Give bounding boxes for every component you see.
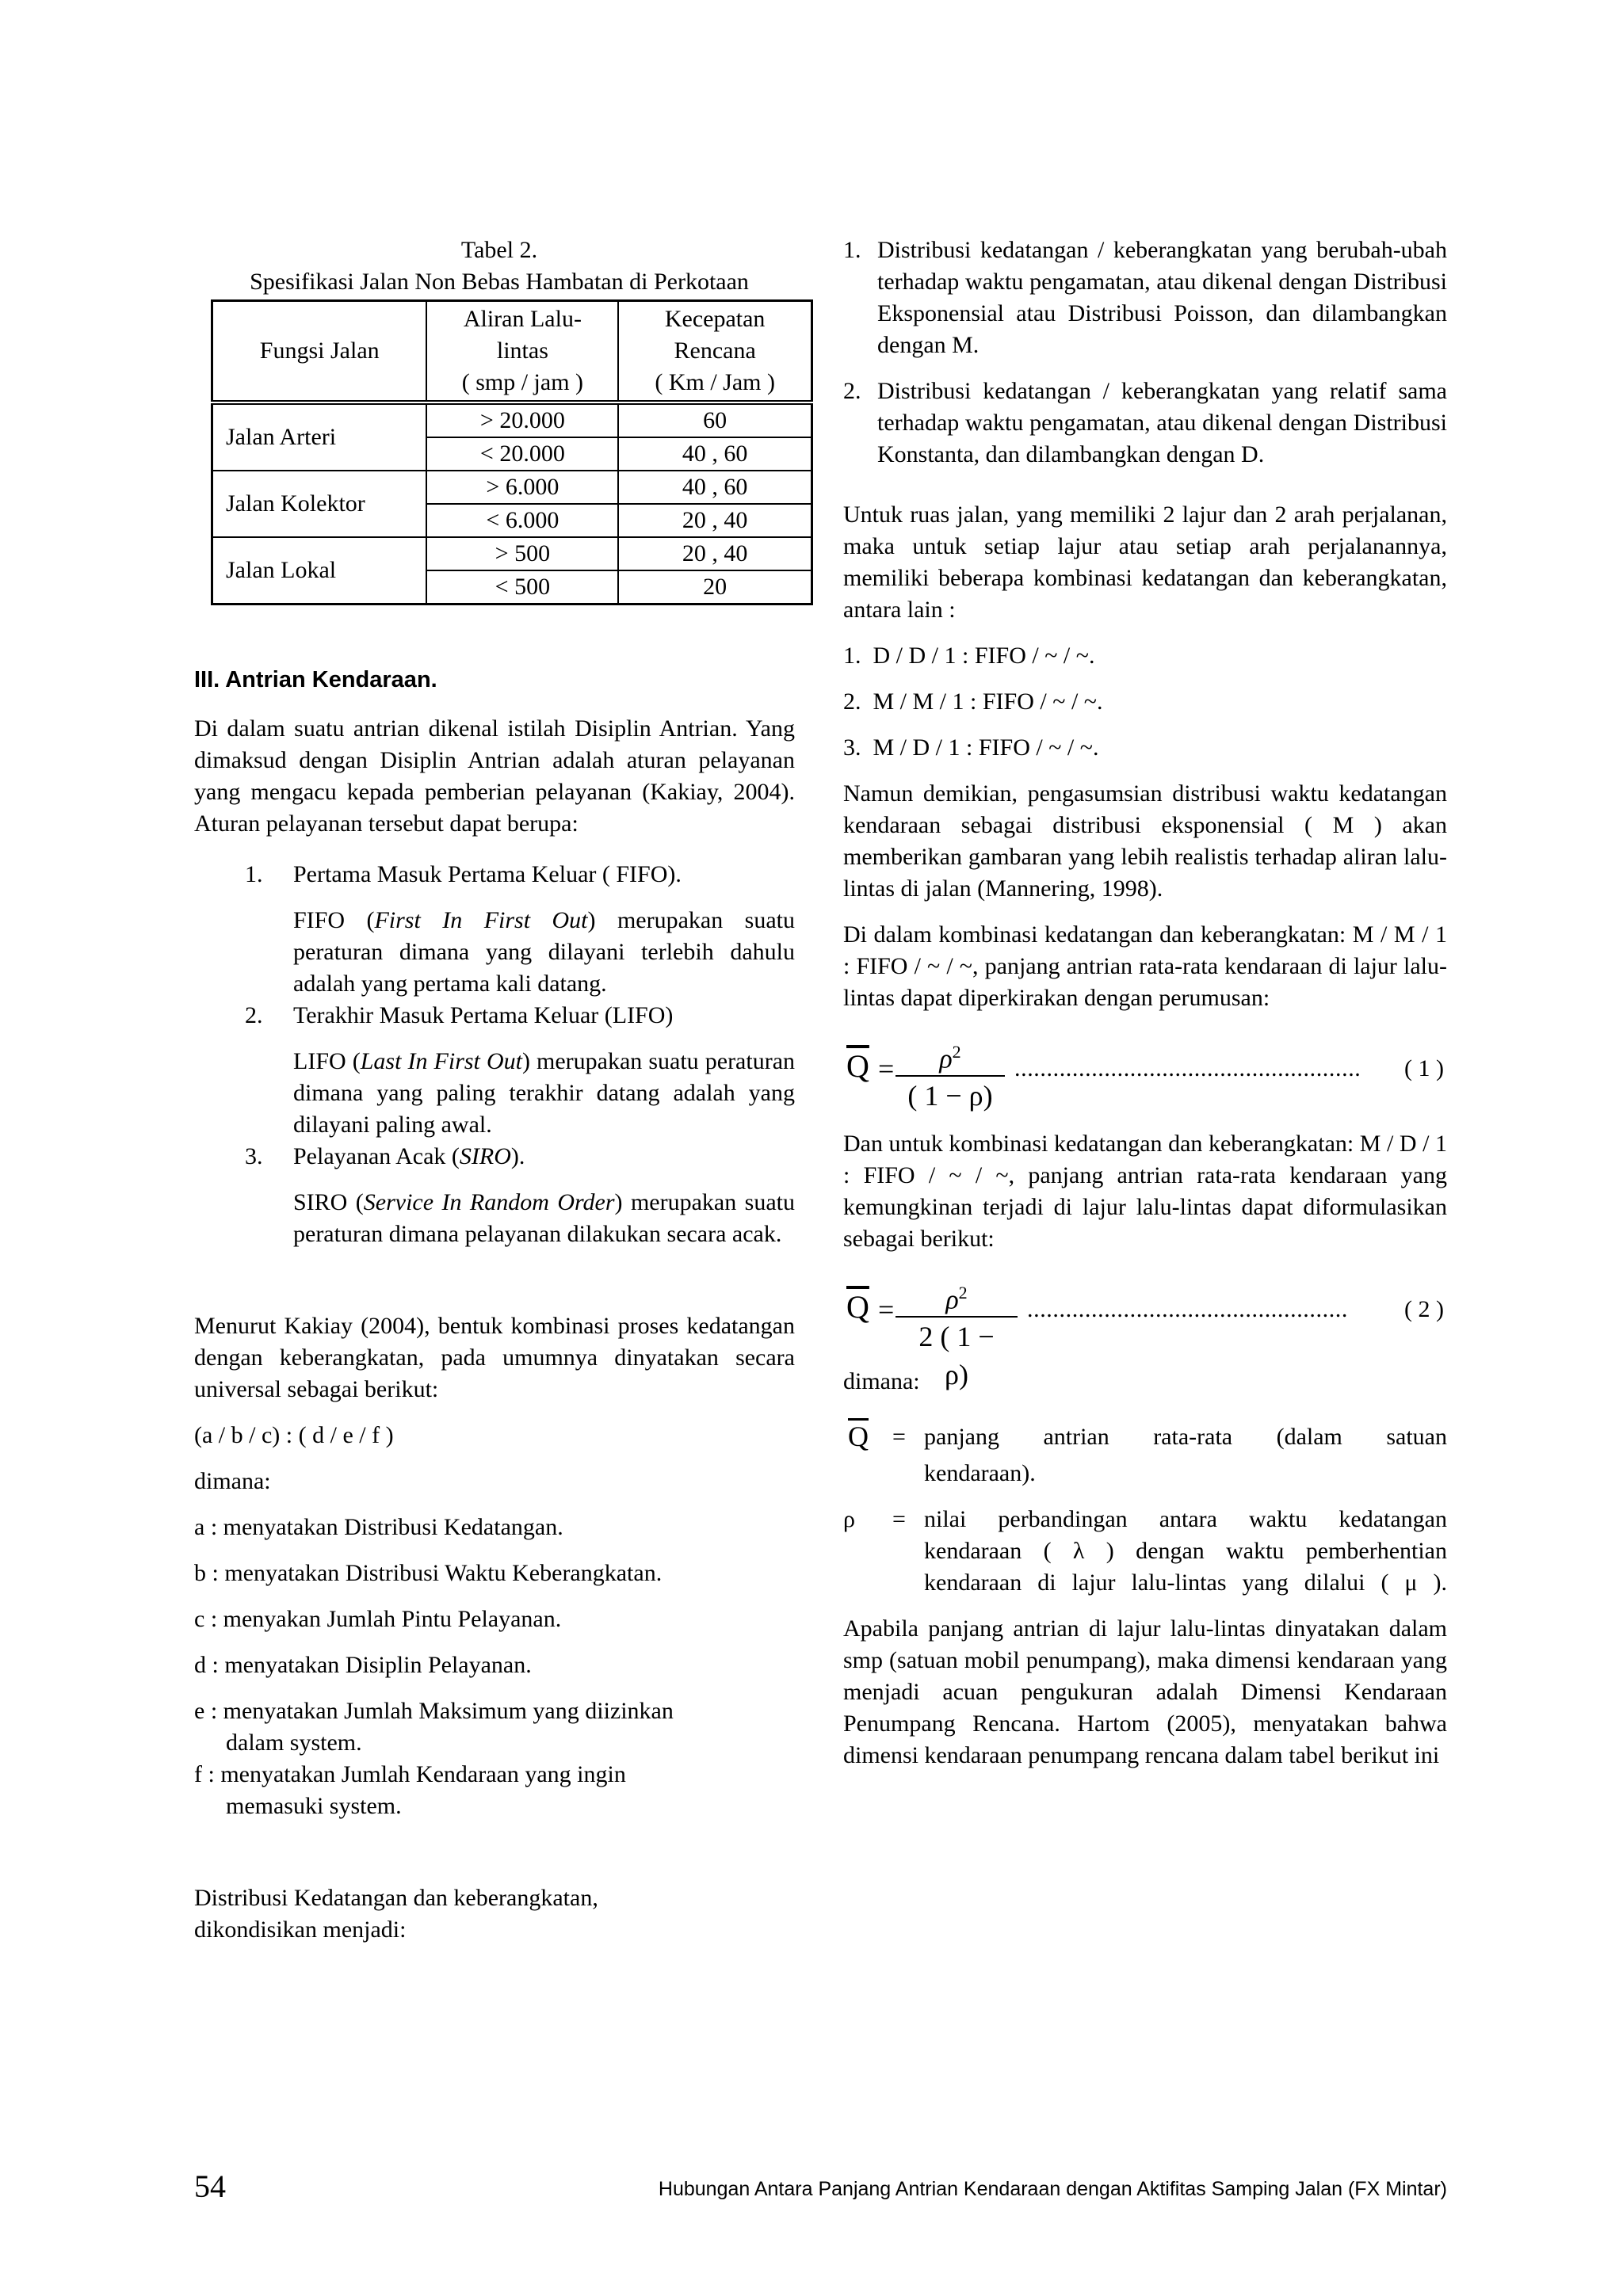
eq2-numerator	[896, 1277, 1018, 1316]
cell-kecepatan: 20 , 40	[618, 504, 812, 537]
list-item-text: Distribusi kedatangan / keberangkatan yang berubah-ubah terhadap waktu pengamatan, atau dikenal dengan Distribusi Eksponensial atau Distribusi Poisson, dan dilambangkan dengan M.	[877, 237, 1447, 358]
cell-aliran: < 20.000	[426, 437, 618, 471]
def-key: c :	[194, 1606, 218, 1632]
kakiay-paragraph: Menurut Kakiay (2004), bentuk kombinasi proses kedatangan dengan keberangkatan, pada umumnya dinyatakan secara universal sebagai berikut:	[194, 1313, 795, 1402]
ruas-paragraph: Untuk ruas jalan, yang memiliki 2 lajur dan 2 arah perjalanan, maka untuk setiap lajur atau setiap arah perjalanannya, memiliki beberapa kombinasi kedatangan dan keberangkatan, antara lain :	[843, 502, 1447, 623]
header-fungsi: Fungsi Jalan	[212, 301, 427, 403]
combo-item: 1. D / D / 1 : FIFO / ~ / ~.	[843, 643, 1095, 669]
list-item-desc	[293, 1187, 795, 1250]
cell-aliran: > 6.000	[426, 471, 618, 504]
distribution-intro-l2: dikondisikan menjadi:	[194, 1917, 407, 1943]
def-rho-text-l1: nilai perbandingan antara waktu kedatangan	[924, 1506, 1447, 1532]
def-q-equals: =	[892, 1424, 906, 1450]
list-item-number: 1.	[245, 861, 263, 887]
cell-kecepatan: 40 , 60	[618, 437, 812, 471]
mm1-paragraph: Di dalam kombinasi kedatangan dan keberangkatan: M / M / 1 : FIFO / ~ / ~, panjang antrian rata-rata kendaraan di lajur lalu-lintas dapat diperkirakan dengan perumusan:	[843, 921, 1447, 1011]
eq2-denominator: 2 ( 1 − ρ)	[896, 1316, 1018, 1394]
eq1-fraction	[896, 1036, 1005, 1115]
definition-item	[194, 1650, 795, 1681]
eq2-dots: ..................................................	[1027, 1296, 1348, 1322]
title-italic: SIRO	[459, 1143, 511, 1169]
queue-notation: (a / b / c) : ( d / e / f )	[194, 1422, 394, 1448]
title-pre: Pelayanan Acak (	[293, 1143, 460, 1169]
header-kecepatan-l3: ( Km / Jam )	[655, 369, 775, 395]
def-rho-text-l3: kendaraan di lajur lalu-lintas yang dilalui ( μ ).	[924, 1569, 1447, 1596]
list-item	[843, 376, 1447, 471]
list-item-desc	[293, 1046, 795, 1141]
def-q-text-l2: kendaraan).	[924, 1460, 1036, 1486]
list-item-number: 2.	[245, 1002, 263, 1028]
namun-paragraph: Namun demikian, pengasumsian distribusi waktu kedatangan kendaraan sebagai distribusi eksponensial ( M ) akan memberikan gambaran yang lebih realistis terhadap aliran lalu-lintas di jalan (Mannering, 1998).	[843, 780, 1447, 902]
eq2-rho: ρ	[945, 1285, 959, 1315]
title-post: ).	[510, 1143, 525, 1169]
list-item	[194, 1141, 795, 1250]
list-item-number: 3.	[245, 1143, 263, 1169]
table-caption-title: Spesifikasi Jalan Non Bebas Hambatan di Perkotaan	[250, 269, 749, 295]
eq2-fraction	[896, 1277, 1018, 1394]
desc-text: ) merupakan suatu peraturan dimana yang dilayani terlebih dahulu adalah yang pertama kali datang.	[293, 907, 795, 997]
list-item-title: Terakhir Masuk Pertama Keluar (LIFO)	[293, 1002, 674, 1028]
header-kecepatan-l2: Rencana	[674, 338, 756, 364]
left-column	[194, 664, 795, 1946]
eq2-equals: =	[878, 1294, 895, 1325]
def-key: e :	[194, 1698, 218, 1724]
cell-kecepatan: 40 , 60	[618, 471, 812, 504]
eq1-rho: ρ	[939, 1044, 953, 1074]
header-aliran-l3: ( smp / jam )	[461, 369, 584, 395]
eq2-sup: 2	[958, 1283, 968, 1302]
distribution-intro	[194, 1882, 795, 1946]
header-aliran-l1: Aliran Lalu-	[463, 306, 582, 332]
def-q-symbol: $\overline{Q}$	[848, 1421, 869, 1452]
list-item	[194, 1000, 795, 1141]
table-row	[212, 402, 812, 437]
eq2-lhs: $\overline{Q}$	[846, 1289, 869, 1325]
def-text: menyatakan Distribusi Kedatangan.	[223, 1514, 563, 1540]
table-caption-number: Tabel 2.	[460, 237, 538, 263]
list-item	[194, 859, 795, 1000]
apabila-paragraph: Apabila panjang antrian di lajur lalu-lintas dinyatakan dalam smp (satuan mobil penumpang), maka dimensi kendaraan yang menjadi acuan pengukuran adalah Dimensi Kendaraan Penumpang Rencana. Hartom (2005), menyatakan bahwa dimensi kendaraan penumpang rencana dalam tabel berikut ini	[843, 1615, 1447, 1768]
def-key: f :	[194, 1761, 215, 1787]
desc-text: ) merupakan suatu peraturan dimana pelayanan dilakukan secara acak.	[293, 1189, 795, 1247]
intro-paragraph: Di dalam suatu antrian dikenal istilah Disiplin Antrian. Yang dimaksud dengan Disiplin Antrian adalah aturan pelayanan yang mengacu kepada pemberian pelayanan (Kakiay, 2004). Aturan pelayanan tersebut dapat berupa:	[194, 715, 795, 837]
list-item-desc	[293, 905, 795, 1000]
definition-item	[194, 1558, 795, 1589]
abbr: SIRO (	[293, 1189, 364, 1215]
list-item-number: 1.	[843, 237, 861, 263]
abbr-expansion: Last In First Out	[360, 1048, 522, 1074]
definition-item	[194, 1759, 795, 1791]
cell-fungsi: Jalan Arteri	[212, 402, 427, 471]
page-number: 54	[194, 2168, 226, 2204]
cell-aliran: < 6.000	[426, 504, 618, 537]
cell-kecepatan: 20	[618, 570, 812, 605]
list-item-number: 2.	[843, 378, 861, 404]
def-key: b :	[194, 1560, 219, 1586]
header-kecepatan	[618, 301, 812, 403]
definition-item	[194, 1512, 795, 1543]
abbr: LIFO (	[293, 1048, 361, 1074]
def-key: a :	[194, 1514, 218, 1540]
abbr-expansion: First In First Out	[374, 907, 588, 933]
cell-kecepatan: 60	[618, 402, 812, 437]
eq2-tag: ( 2 )	[1404, 1296, 1444, 1322]
eq1-numerator	[896, 1036, 1005, 1075]
eq1-denominator: ( 1 − ρ)	[896, 1075, 1005, 1115]
abbr-expansion: Service In Random Order	[363, 1189, 615, 1215]
definition-item-cont: memasuki system.	[226, 1793, 402, 1819]
spec-table	[211, 299, 813, 605]
table-row	[212, 537, 812, 570]
eq1-tag: ( 1 )	[1404, 1055, 1444, 1081]
def-q-text-l1: panjang antrian rata-rata (dalam satuan	[924, 1424, 1447, 1450]
combo-item: 3. M / D / 1 : FIFO / ~ / ~.	[843, 734, 1099, 761]
def-text: menyakan Jumlah Pintu Pelayanan.	[223, 1606, 562, 1632]
eq1-dots: ......................................................	[1014, 1055, 1361, 1081]
def-text: menyatakan Jumlah Maksimum yang diizinkan	[223, 1698, 674, 1724]
cell-fungsi: Jalan Kolektor	[212, 471, 427, 537]
table-header-row	[212, 301, 812, 403]
header-kecepatan-l1: Kecepatan	[664, 306, 766, 332]
md1-paragraph: Dan untuk kombinasi kedatangan dan keberangkatan: M / D / 1 : FIFO / ~ / ~, panjang antrian rata-rata kendaraan yang kemungkinan terjadi di lajur lalu-lintas dapat diformulasikan sebagai berikut:	[843, 1131, 1447, 1252]
definition-rho	[843, 1504, 1447, 1599]
cell-fungsi: Jalan Lokal	[212, 537, 427, 605]
dimana-label: dimana:	[843, 1368, 920, 1394]
def-rho-equals: =	[892, 1506, 906, 1532]
cell-aliran: > 20.000	[426, 402, 618, 437]
dimana-label: dimana:	[194, 1468, 271, 1494]
cell-aliran: < 500	[426, 570, 618, 605]
equation-1	[843, 1036, 1447, 1119]
definition-list	[194, 1512, 795, 1822]
def-text: menyatakan Disiplin Pelayanan.	[224, 1652, 532, 1678]
def-rho-symbol: ρ	[843, 1506, 855, 1532]
eq1-equals: =	[878, 1053, 895, 1085]
running-footer: Hubungan Antara Panjang Antrian Kendaraan dengan Aktifitas Samping Jalan (FX Mintar)	[658, 2178, 1447, 2200]
list-item-text: Distribusi kedatangan / keberangkatan yang relatif sama terhadap waktu pengamatan, atau dikenal dengan Distribusi Konstanta, dan dilambangkan dengan D.	[877, 378, 1447, 467]
combo-item: 2. M / M / 1 : FIFO / ~ / ~.	[843, 688, 1103, 715]
definition-item-cont: dalam system.	[226, 1730, 362, 1756]
def-rho-text-l2: kendaraan ( λ ) dengan waktu pemberhentian	[924, 1538, 1447, 1564]
discipline-list	[194, 859, 795, 1250]
desc-text: ) merupakan suatu peraturan dimana yang paling terakhir datang adalah yang dilayani paling awal.	[293, 1048, 796, 1138]
list-item-title	[293, 1141, 795, 1173]
cell-aliran: > 500	[426, 537, 618, 570]
section-heading: III. Antrian Kendaraan.	[194, 667, 437, 692]
definition-item	[194, 1604, 795, 1635]
table-row	[212, 471, 812, 504]
right-column	[843, 235, 1447, 1772]
distribution-intro-l1: Distribusi Kedatangan dan keberangkatan,	[194, 1885, 598, 1911]
list-item-title: Pertama Masuk Pertama Keluar ( FIFO).	[293, 861, 682, 887]
abbr: FIFO (	[293, 907, 375, 933]
header-aliran-l2: lintas	[496, 338, 548, 364]
definition-item	[194, 1695, 795, 1727]
table-caption	[210, 235, 789, 298]
definition-q	[843, 1421, 1447, 1489]
distribution-list	[843, 235, 1447, 471]
header-aliran	[426, 301, 618, 403]
eq1-lhs: $\overline{Q}$	[846, 1048, 869, 1084]
def-key: d :	[194, 1652, 219, 1678]
cell-kecepatan: 20 , 40	[618, 537, 812, 570]
def-text: menyatakan Distribusi Waktu Keberangkatan.	[224, 1560, 663, 1586]
def-text: menyatakan Jumlah Kendaraan yang ingin	[220, 1761, 626, 1787]
list-item	[843, 235, 1447, 361]
eq1-sup: 2	[952, 1042, 961, 1062]
